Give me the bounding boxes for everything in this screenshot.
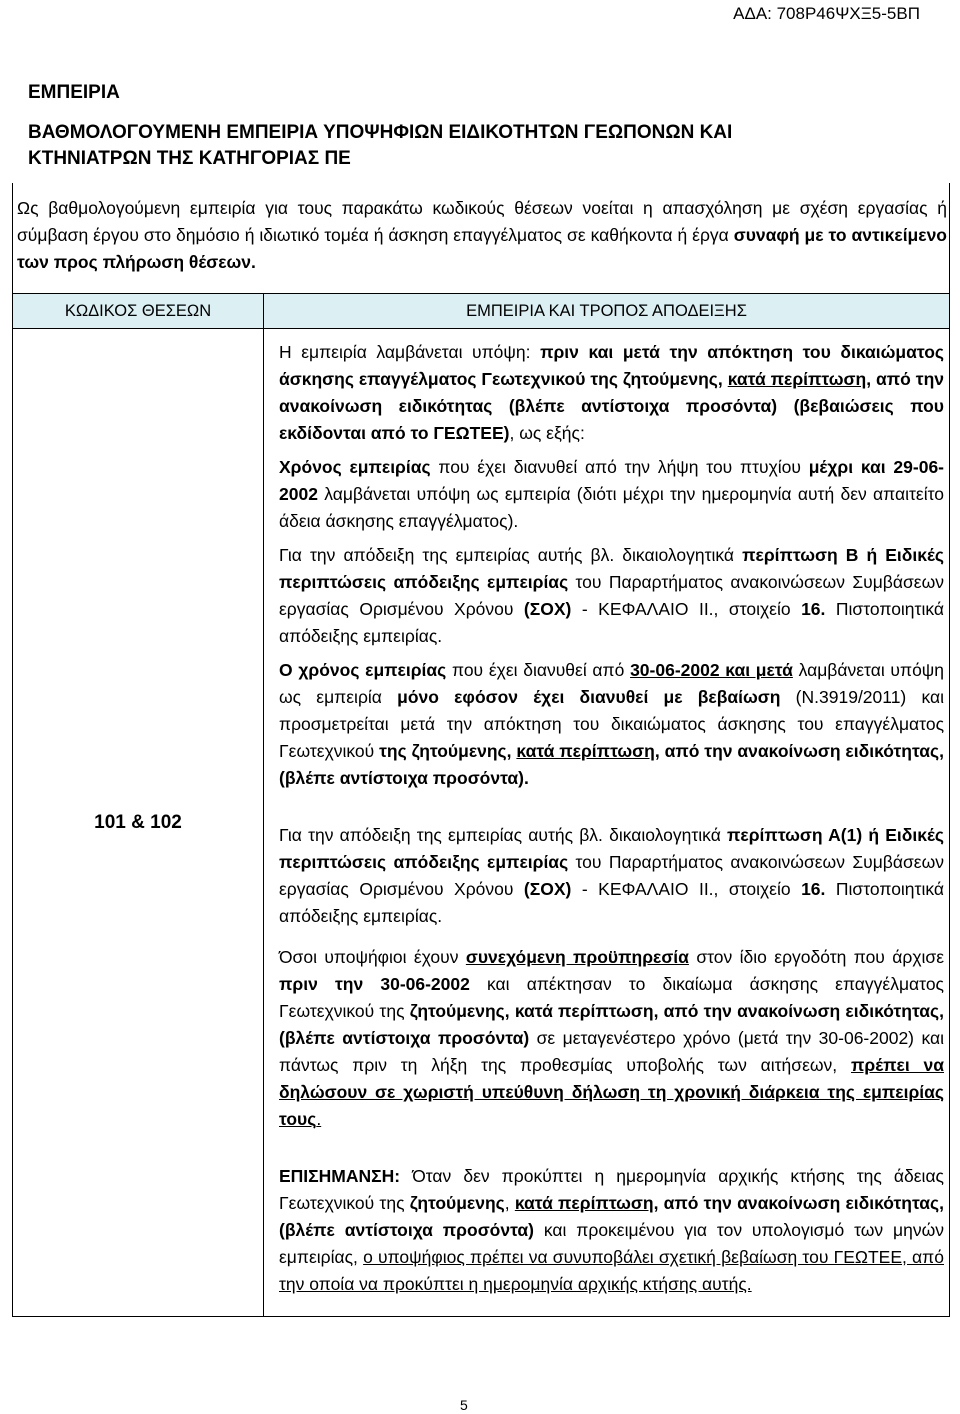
p7-text-3: και προκειμένου για τον υπολογισμό των μηνών εμπειρίας, (279, 1220, 944, 1267)
p3-bold-2: (ΣΟΧ) (523, 599, 572, 619)
intro-paragraph (17, 195, 947, 276)
p5-bold-3: 16. (801, 879, 826, 899)
p1-underline: κατά περίπτωση (727, 369, 867, 389)
p3-bold: περίπτωση Β ή Ειδικές περιπτώσεις απόδειξης εμπειρίας (279, 545, 944, 592)
p6-underline-2: πρέπει να δηλώσουν σε χωριστή υπεύθυνη δήλωση τη χρονική διάρκεια της εμπειρίας τους (279, 1055, 944, 1129)
p7-underline-2: ο υποψήφιος πρέπει να συνυποβάλει σχετική βεβαίωση του ΓΕΩΤΕΕ, από την οποία να προκύπτει η ημερομηνία αρχικής κτήσης αυτής. (279, 1247, 944, 1294)
p4-bold-4: , από την ανακοίνωση ειδικότητας, (βλέπε αντίστοιχα προσόντα). (279, 741, 944, 788)
experience-table (12, 293, 950, 1317)
paragraph-5 (279, 822, 944, 930)
page-number: 5 (460, 1397, 468, 1413)
p6-text-3: και απέκτησαν το δικαίωμα άσκησης επαγγέλματος Γεωτεχνικού της (279, 974, 944, 1021)
p4-bold-3: της ζητούμενης, (379, 741, 517, 761)
p5-text-4: , στοιχείο (713, 879, 802, 899)
p4-underline-2: κατά περίπτωση (516, 741, 655, 761)
p3-text-3: - ΚΕΦΑΛΑΙΟ ΙΙ. (571, 599, 714, 619)
p4-text-3: (Ν.3919/2011) και προσμετρείται μετά την απόκτηση του δικαιώματος άσκησης του επαγγέλματος Γεωτεχνικού (279, 687, 944, 761)
paragraph-1 (279, 339, 944, 447)
p5-text-5: Πιστοποιητικά απόδειξης εμπειρίας. (279, 879, 944, 926)
p4-bold: Ο χρόνος εμπειρίας (279, 660, 447, 680)
p3-text-2: του Παραρτήματος ανακοινώσεων Συμβάσεων εργασίας Ορισμένου Χρόνου (279, 572, 944, 619)
section-title: ΕΜΠΕΙΡΙΑ (28, 82, 120, 103)
paragraph-3 (279, 542, 944, 650)
position-code: 101 & 102 (13, 329, 264, 1317)
p6-underline: συνεχόμενη προϋπηρεσία (465, 947, 689, 967)
paragraph-2 (279, 454, 944, 535)
p5-bold: περίπτωση Α(1) ή Ειδικές περιπτώσεις απόδειξης εμπειρίας (279, 825, 944, 872)
p7-bold-3: , από την ανακοίνωση ειδικότητας, (βλέπε αντίστοιχα προσόντα) (279, 1193, 945, 1240)
p1-bold: πριν και μετά την απόκτηση του δικαιώματος άσκησης επαγγέλματος Γεωτεχνικού της ζητούμενης, (279, 342, 945, 389)
p5-text-2: του Παραρτήματος ανακοινώσεων Συμβάσεων εργασίας Ορισμένου Χρόνου (279, 852, 944, 899)
p3-text: Για την απόδειξη της εμπειρίας αυτής βλ. δικαιολογητικά (279, 545, 743, 565)
p6-underline-3: . (316, 1109, 322, 1129)
p5-text: Για την απόδειξη της εμπειρίας αυτής βλ. δικαιολογητικά (279, 825, 728, 845)
table-row (13, 329, 950, 1317)
p4-bold-2: μόνο εφόσον έχει διανυθεί με βεβαίωση (397, 687, 781, 707)
p7-bold: ΕΠΙΣΗΜΑΝΣΗ: (279, 1166, 401, 1186)
p2-bold: Χρόνος εμπειρίας (279, 457, 431, 477)
p7-bold-2: ζητούμενης (409, 1193, 505, 1213)
paragraph-6 (279, 944, 944, 1133)
table-header-row (13, 294, 950, 329)
p1-text-2: , ως εξής: (509, 423, 585, 443)
p2-text-2: λαμβάνεται υπόψη ως εμπειρία (διότι μέχρι την ημερομηνία αυτή δεν απαιτείτο άδεια άσκησης επαγγέλματος). (279, 484, 944, 531)
p4-underline: 30-06-2002 και μετά (630, 660, 793, 680)
p6-text: Όσοι υποψήφιοι έχουν (279, 947, 466, 967)
p5-bold-2: (ΣΟΧ) (523, 879, 572, 899)
intro-bold: συναφή με το αντικείμενο των προς πλήρωση θέσεων. (17, 225, 947, 272)
p3-text-5: Πιστοποιητικά απόδειξης εμπειρίας. (279, 599, 944, 646)
col-header-experience: ΕΜΠΕΙΡΙΑ ΚΑΙ ΤΡΟΠΟΣ ΑΠΟΔΕΙΞΗΣ (264, 294, 950, 329)
ada-code: ΑΔΑ: 708Ρ46ΨΧΞ5-5ΒΠ (733, 4, 920, 23)
p6-text-2: στον ίδιο εργοδότη που άρχισε (688, 947, 945, 967)
p5-text-3: - ΚΕΦΑΛΑΙΟ ΙΙ. (571, 879, 714, 899)
col-header-code: ΚΩΔΙΚΟΣ ΘΕΣΕΩΝ (13, 294, 264, 329)
p4-text: που έχει διανυθεί από (446, 660, 631, 680)
p7-text: Όταν δεν προκύπτει η ημερομηνία αρχικής κτήσης της άδειας Γεωτεχνικού της (279, 1166, 944, 1213)
p6-text-4: σε μεταγενέστερο χρόνο (μετά την 30-06-2002) και πάντως πριν τη λήξη της προθεσμίας υποβολής των αιτήσεων, (279, 1028, 944, 1075)
p6-bold: πριν την 30-06-2002 (279, 974, 470, 994)
p2-bold-2: μέχρι και 29-06-2002 (279, 457, 944, 504)
p3-text-4: , στοιχείο (713, 599, 802, 619)
p7-underline: κατά περίπτωση (514, 1193, 654, 1213)
p2-text: που έχει διανυθεί από την λήψη του πτυχίου (430, 457, 809, 477)
p3-bold-3: 16. (801, 599, 826, 619)
intro-text: Ως βαθμολογούμενη εμπειρία για τους παρακάτω κωδικούς θέσεων νοείται η απασχόληση με σχέση εργασίας ή σύμβαση έργου στο δημόσιο ή ιδιωτικό τομέα ή άσκηση επαγγέλματος σε καθήκοντα ή έργα (17, 198, 947, 245)
p1-bold-2: , από την ανακοίνωση ειδικότητας (βλέπε αντίστοιχα προσόντα) (βεβαιώσεις που εκδίδονται από το ΓΕΩΤΕΕ) (279, 369, 944, 443)
paragraph-7 (279, 1163, 944, 1298)
p6-bold-2: ζητούμενης, κατά περίπτωση, από την ανακοίνωση ειδικότητας, (βλέπε αντίστοιχα προσόντα) (279, 1001, 944, 1048)
p1-text: Η εμπειρία λαμβάνεται υπόψη: (279, 342, 541, 362)
p4-text-2: λαμβάνεται υπόψη ως εμπειρία (279, 660, 945, 707)
subtitle: ΒΑΘΜΟΛΟΓΟΥΜΕΝΗ ΕΜΠΕΙΡΙΑ ΥΠΟΨΗΦΙΩΝ ΕΙΔΙΚΟΤΗΤΩΝ ΓΕΩΠΟΝΩΝ ΚΑΙ ΚΤΗΝΙΑΤΡΩΝ ΤΗΣ ΚΑΤΗΓΟΡΙΑΣ ΠΕ (28, 122, 733, 169)
p7-text-2: , (504, 1193, 515, 1213)
experience-cell (264, 329, 950, 1317)
paragraph-4 (279, 657, 944, 792)
